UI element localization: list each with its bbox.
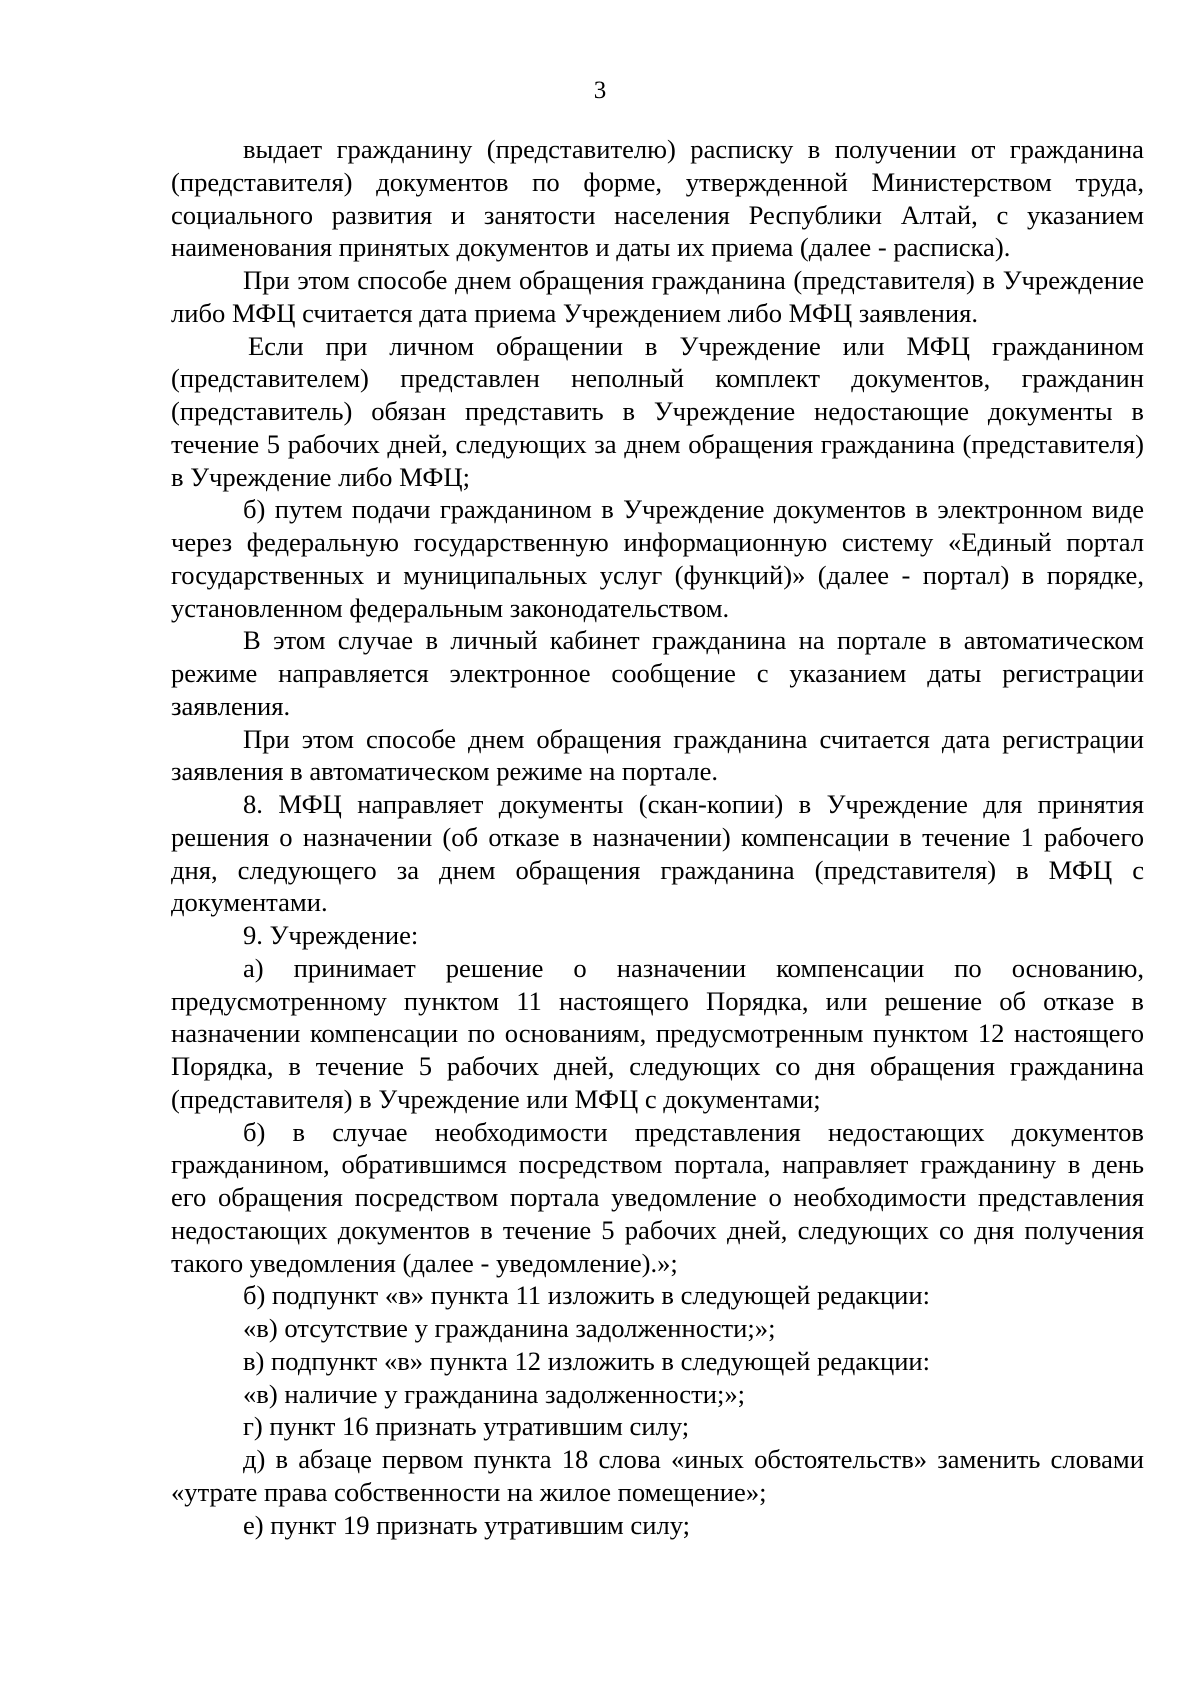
- paragraph-application-date-personal: При этом способе днем обращения гражданина (представителя) в Учреждение либо МФЦ считается дата приема Учреждением либо МФЦ заявления.: [171, 265, 1144, 328]
- paragraph-portal-submission: б) путем подачи гражданином в Учреждение документов в электронном виде через федеральную государственную информационную систему «Единый портал государственных и муниципальных услуг (функций)» (далее - портал) в порядке, установленном федеральным законодательством.: [171, 494, 1144, 623]
- paragraph-application-date-portal: При этом способе днем обращения гражданина считается дата регистрации заявления в автоматическом режиме на портале.: [171, 723, 1144, 787]
- paragraph-amendment-b-text: «в) отсутствие у гражданина задолженности;»;: [243, 1313, 776, 1343]
- paragraph-incomplete-documents: Если при личном обращении в Учреждение или МФЦ гражданином (представителем) представлен неполный комплект документов, гражданин (представитель) обязан представить в Учреждение недостающие документы в течение 5 рабочих дней, следующих за днем обращения гражданина (представителя) в Учреждение либо МФЦ;: [171, 330, 1144, 492]
- document-body: [171, 133, 1144, 1541]
- paragraph-amendment-b: б) подпункт «в» пункта 11 изложить в следующей редакции:: [243, 1280, 931, 1311]
- paragraph-item-9: 9. Учреждение:: [243, 920, 419, 950]
- paragraph-amendment-v-text: «в) наличие у гражданина задолженности;»;: [243, 1378, 746, 1409]
- paragraph-item-9b: б) в случае необходимости представления недостающих документов гражданином, обратившимся посредством портала, направляет гражданину в день его обращения посредством портала уведомление о необходимости представления недостающих документов в течение 5 рабочих дней, следующих со дня получения такого уведомления (далее - уведомление).»;: [171, 1116, 1144, 1278]
- paragraph-amendment-e: е) пункт 19 признать утратившим силу;: [243, 1509, 691, 1540]
- paragraph-item-8: 8. МФЦ направляет документы (скан-копии) в Учреждение для принятия решения о назначении (об отказе в назначении) компенсации в течение 1 рабочего дня, следующего за днем обращения гражданина (представителя) в МФЦ с документами.: [171, 789, 1144, 918]
- paragraph-continuation: выдает гражданину (представителю) расписку в получении от гражданина (представителя) документов по форме, утвержденной Министерством труда, социального развития и занятости населения Республики Алтай, с указанием наименования принятых документов и даты их приема (далее - расписка).: [171, 134, 1144, 263]
- paragraph-amendment-v: в) подпункт «в» пункта 12 изложить в следующей редакции:: [243, 1345, 931, 1376]
- page-number: 3: [593, 77, 607, 104]
- paragraph-item-9a: а) принимает решение о назначении компенсации по основанию, предусмотренному пунктом 11 настоящего Порядка, или решение об отказе в назначении компенсации по основаниям, предусмотренным пунктом 12 настоящего Порядка, в течение 5 рабочих дней, следующих со дня обращения гражданина (представителя) в Учреждение или МФЦ с документами;: [171, 952, 1144, 1114]
- paragraph-amendment-d: д) в абзаце первом пункта 18 слова «иных обстоятельств» заменить словами «утрате права собственности на жилое помещение»;: [171, 1444, 1144, 1507]
- paragraph-amendment-g: г) пункт 16 признать утратившим силу;: [243, 1411, 690, 1442]
- paragraph-portal-notification: В этом случае в личный кабинет гражданина на портале в автоматическом режиме направляется электронное сообщение с указанием даты регистрации заявления.: [171, 625, 1144, 721]
